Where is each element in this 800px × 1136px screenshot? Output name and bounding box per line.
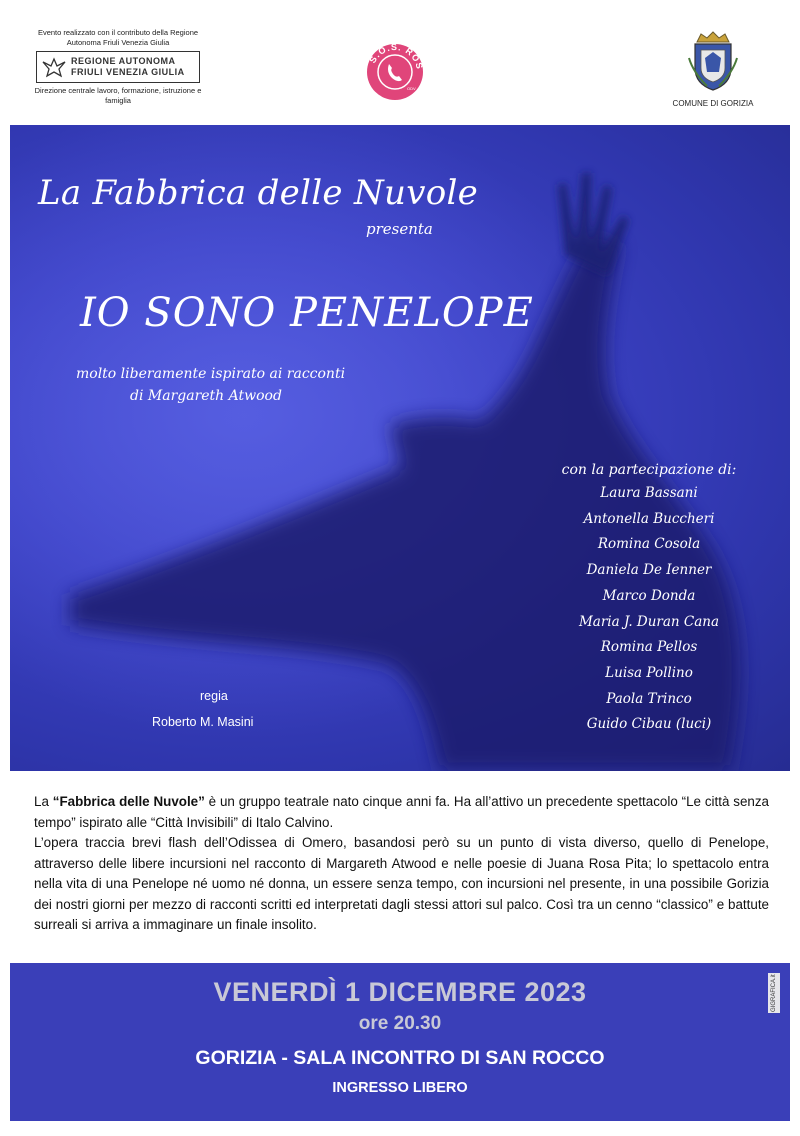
event-date: VENERDÌ 1 DICEMBRE 2023 [213, 977, 587, 1007]
cast-member: Luisa Pollino [605, 664, 693, 681]
cast-member: Antonella Buccheri [583, 510, 715, 527]
description-paragraph-2: L’opera traccia brevi flash dell’Odissea di Omero, basandosi però su un punto di vista diverso, quello di Penelope, attraverso delle libere incursioni nel racconto di Margareth Atwood e nelle poesie di Juana Rosa Pita; lo spettacolo entra nella vita di una Penelope né uomo né donna, un essere senza tempo, con incursioni nel presente, in una possibile Gorizia dei nostri giorni per mezzo di racconti scritti ed interpretati dagli stessi attori sul palco. Così tra un cenno “classico” e battute surreali si arriva a immaginare un finale insolito. [34, 835, 769, 932]
cast-member: Romina Pellos [600, 639, 698, 656]
comune-gorizia-logo [658, 28, 768, 108]
event-time: ore 20.30 [358, 1013, 442, 1034]
cast-member: Marco Donda [602, 587, 696, 604]
description [34, 792, 769, 936]
description-paragraph-1: La “Fabbrica delle Nuvole” è un gruppo teatrale nato cinque anni fa. Ha all’attivo un precedente spettacolo “Le città senza tempo” ispirato alle “Città Invisibili” di Italo Calvino. [34, 794, 769, 830]
show-title: IO SONO PENELOPE [80, 290, 534, 336]
region-caption-top: Evento realizzato con il contributo della Regione Autonoma Friuli Venezia Giulia [37, 28, 199, 47]
cast-member: Laura Bassani [600, 485, 698, 501]
sos-rosa-logo [365, 42, 425, 102]
event-entry: INGRESSO LIBERO [332, 1080, 468, 1096]
subtitle-line1: molto liberamente ispirato ai racconti [76, 366, 346, 382]
sos-logo-text: S.O.S. ROS [367, 42, 425, 71]
cast-member: Paola Trinco [606, 690, 692, 707]
subtitle-line2: di Margareth Atwood [130, 388, 282, 404]
company-bold: “Fabbrica delle Nuvole” [52, 794, 205, 809]
eagle-icon [37, 53, 71, 81]
cast-member: Daniela De Ienner [586, 562, 712, 579]
region-logo [36, 51, 200, 83]
cast-member: Guido Cibau (luci) [586, 716, 712, 733]
poster [10, 125, 790, 771]
cast-member: Romina Cosola [597, 536, 701, 553]
event-venue: GORIZIA - SALA INCONTRO DI SAN ROCCO [195, 1047, 605, 1069]
region-caption-bottom: Direzione centrale lavoro, formazione, istruzione e famiglia [34, 86, 202, 105]
regia-label: regia [200, 689, 228, 703]
gorizia-crest-icon [685, 28, 741, 92]
region-logo-line1: REGIONE AUTONOMA [71, 56, 176, 66]
region-logo-block [28, 28, 208, 106]
footer-banner [10, 963, 790, 1121]
sos-logo-small: ODV [407, 86, 416, 91]
printer-tag: GIGRAFICA.it [768, 973, 780, 1013]
cast-intro: con la partecipazione di: [561, 462, 737, 478]
presenta-text: presenta [366, 220, 433, 238]
company-name: La Fabbrica delle Nuvole [38, 173, 479, 213]
header [0, 0, 800, 125]
cast-member: Maria J. Duran Cana [578, 613, 720, 630]
cast-list [530, 459, 768, 738]
comune-caption: COMUNE DI GORIZIA [672, 99, 754, 108]
regia-name: Roberto M. Masini [152, 715, 254, 729]
region-logo-line2: FRIULI VENEZIA GIULIA [71, 67, 185, 77]
